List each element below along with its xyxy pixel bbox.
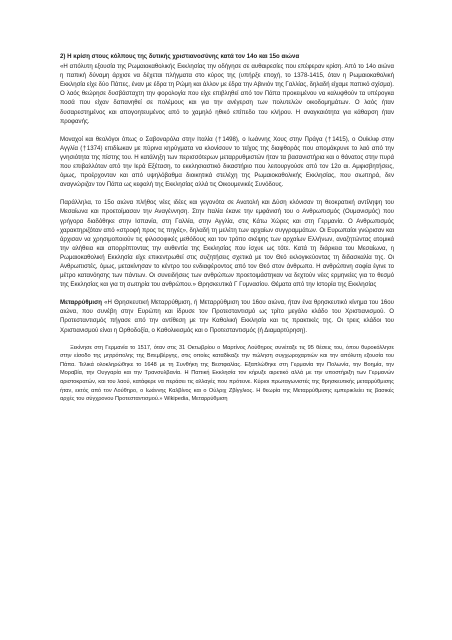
section-heading: 2) Η κρίση στους κόλπους της δυτικής χριστιανοσύνης κατά τον 14ο και 15ο αιώνα [60,53,300,60]
paragraph-5: Ξεκίνησε στη Γερμανία το 1517, όταν στις 31 Οκτωβρίου ο Μαρτίνος Λούθηρος συνέταξε τις 95 θέσεις του, όπου θυροκόλλησε στην είσοδο της μητρόπολης της Βιτεμβέργης, στις οποίες καταδίκαζε την πώληση συγχωροχαρτιών και την απόλυτη εξουσία του Πάπα. Τελικά ολοκληρώθηκε το 1648 με τη Συνθήκη της Βεστφαλίας. Εξαπλώθηκε στη Γερμανία την Πολωνία, την Βοημία, την Μοραβία, την Ουγγαρία και την Τρανσυλβανία. Η Παπική Εκκλησία τον κήρυξε αιρετικό αλλά με την υποστήριξη των Γερμανών αριστοκρατών, και του λαού, κατάφερε να περάσει τις αλλαγές που πρότεινε. Κύριοι πρωταγωνιστές της θρησκευτικής μεταρρύθμισης ήταν, εκτός από τον Λούθηρο, ο Ιωάννης Καλβίνος και ο Ούλριχ Ζβίγγλιος. Η θεωρία της Μεταρρύθμισης εμπερικλείει τις βασικές αρχές του σύγχρονου Προτεσταντισμού.» Wikipedia, Μεταρρύθμιση [60,344,394,403]
paragraph-1: «Η απόλυτη εξουσία της Ρωμαιοκαθολικής Εκκλησίας την οδήγησε σε αυθαιρεσίες που επέφεραν κρίση. Από το 14ο αιώνα η παπική δύναμη άρχισε να δέχεται πλήγματα στο κύρος της (υπήρξε εποχή, το 1378-1415, όταν η Ρωμαιοκαθολική Εκκλησία είχε δύο Πάπες, έναν με έδρα τη Ρώμη και άλλον με έδρα την Αβινιόν της Γαλλίας, δηλαδή είχαμε παπικό σχίσμα). Ο λαός θεώρησε δυσβάσταχτη την φορολογία που είχε επιβληθεί από τον Πάπα προκειμένου να καλυφθούν τα υπέρογκα ποσά που είχαν δαπανηθεί σε πολέμους και για την ανέγερση των πολυτελών οικοδομημάτων. Ο λαός ήταν δυσαρεστημένος και απογοητευμένος από το χαμηλό ηθικό επίπεδο του κλήρου. Η αναγκαιότητα για κάθαρση ήταν προφανής. [60,63,394,125]
document-page [60,52,394,413]
reformation-term: Μεταρρύθμιση [60,299,102,307]
paragraph-4 [60,298,394,334]
paragraph-2: Μοναχοί και θεολόγοι όπως ο Σαβοναρόλα στην Ιταλία (†1498), ο Ιωάννης Χους στην Πράγα (†1415), ο Ουίκλιφ στην Αγγλία (†1374) επιδίωκαν με πύρινα κηρύγματα να κλονίσουν το τείχος της διαφθοράς που απομάκρυνε το λαό από την γνησιότητα της πίστης του. Η κατάληξη των περισσότερων μεταρρυθμιστών ήταν τα βασανιστήρια και ο θάνατος στην πυρά που επιβαλλόταν από την Ιερά Εξέταση, το εκκλησιαστικό δικαστήριο που λειτουργούσε από τον 12ο αι. Αμφισβητήσεις, όμως, προέρχονταν και από υψηλόβαθμα διοικητικά στελέχη της Ρωμαιοκαθολικής Εκκλησίας, που σιωπηρά, δεν αναγνώριζαν τον Πάπα ως κεφαλή της Εκκλησίας αλλά τις Οικουμενικές Συνόδους. [60,135,394,189]
paragraph-4-text: «Η Θρησκευτική Μεταρρύθμιση, ή Μεταρρύθμιση του 16ου αιώνα, ήταν ένα θρησκευτικό κίνημα του 16ου αιώνα, που συνέβη στην Ευρώπη και ίδρυσε τον Προτεσταντισμό ως τρίτο μεγάλο κλάδο του Χριστιανισμού. Ο Προτεσταντισμός πήγασε από την αντίθεση με την Καθολική Εκκλησία και τις πρακτικές της. Οι τρεις κλάδοι του Χριστιανισμού είναι η Ορθοδοξία, ο Καθολικισμός και ο Προτεσταντισμός (ή Διαμαρτύρηση). [60,299,394,334]
paragraph-3: Παράλληλα, το 15ο αιώνα πλήθος νέες ιδέες και γεγονότα σε Ανατολή και Δύση κλόνισαν τη θεοκρατική αντίληψη του Μεσαίωνα και προετοίμασαν την Αναγέννηση. Στην Ιταλία έκανε την εμφάνισή του ο Ανθρωπισμός (Ουμανισμός) που γρήγορα διαδόθηκε στην Ισπανία, στη Γαλλία, στην Αγγλία, στις Κάτω Χώρες και στη Γερμανία. Ο Ανθρωπισμός χαρακτηριζόταν από «στροφή προς τις πηγές», δηλαδή τη μελέτη των αρχαίων συγγραμμάτων. Οι Ευρωπαίοι γνώρισαν και άρχισαν να χρησιμοποιούν τις φιλοσοφικές μεθόδους και τον τρόπο σκέψης των αρχαίων Ελλήνων, αναζητώντας ατομικά την αλήθεια και απορρίπτοντας την αυθεντία της Εκκλησίας που ίσχυε ως τότε. Κατά τη διάρκεια του Μεσαίωνα, η Ρωμαιοκαθολική Εκκλησία είχε επικεντρωθεί στις συζητήσεις σχετικά με τον Θεό εκλογικεύοντας τη διδασκαλία της. Οι Ανθρωπιστές, όμως, μετακίνησαν το κέντρο του ενδιαφέροντος από τον Θεό στον άνθρωπο. Η ανθρώπινη σοφία έγινε το μέτρο κατανόησης των πάντων. Οι συνειδήσεις των ανθρώπων προετοιμάστηκαν να δεχτούν νέες ερμηνείες για το θεσμό της Εκκλησίας και για τη σωτηρία του ανθρώπου.» Θρησκευτικά Γ Γυμνασίου. Θέματα από την Ιστορία της Εκκλησίας [60,199,394,289]
